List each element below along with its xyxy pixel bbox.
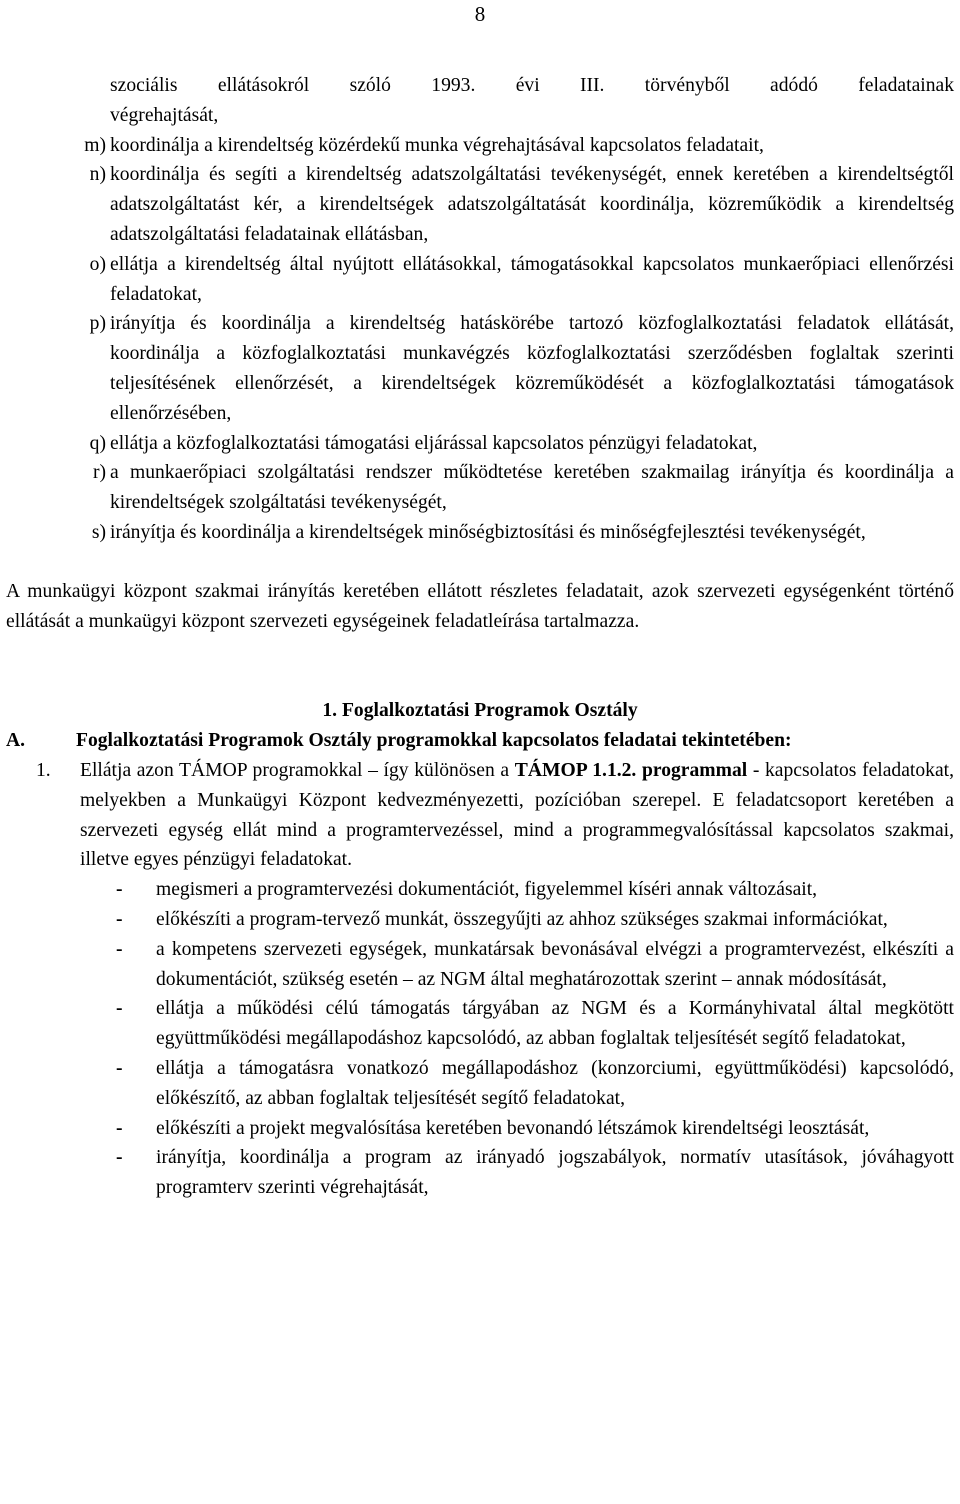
summary-paragraph: A munkaügyi központ szakmai irányítás keretében ellátott részletes feladatait, azok szervezeti egységenként történő ellátását a munkaügyi központ szervezeti egységeinek feladatleírása tartalmazza. bbox=[6, 580, 954, 632]
lettered-list bbox=[6, 131, 954, 548]
document-body bbox=[6, 71, 954, 1203]
dash-list-item bbox=[116, 1114, 954, 1144]
dash-marker: - bbox=[116, 998, 123, 1020]
lead-line-2: végrehajtását, bbox=[110, 104, 219, 126]
item-text: a munkaerőpiaci szolgáltatási rendszer működtetése keretében szakmailag irányítja és koordinálja a kirendeltségek szolgáltatási tevékenységét, bbox=[110, 462, 954, 514]
dash-item-text: ellátja a támogatásra vonatkozó megállapodáshoz (konzorciumi, együttműködési) kapcsolódó, előkészítő, az abban foglaltak teljesítését segítő feladatokat, bbox=[156, 1057, 954, 1109]
list-item bbox=[6, 250, 954, 310]
dash-item-text: a kompetens szervezeti egységek, munkatársak bevonásával elvégzi a programtervezést, elkészíti a dokumentációt, szükség esetén – az NGM által meghatározottak szerint – annak módosítását, bbox=[156, 938, 954, 990]
item-text: irányítja és koordinálja a kirendeltség hatáskörébe tartozó közfoglalkoztatási feladatok ellátását, koordinálja a közfoglalkoztatási munkavégzés közfoglalkoztatási szerződésben foglaltak szerinti teljesítésének ellenőrzését, a kirendeltségek közreműködését a közfoglalkoztatási támogatások ellenőrzésében, bbox=[110, 313, 954, 424]
list-item bbox=[6, 429, 954, 459]
dash-marker: - bbox=[116, 1147, 123, 1169]
dash-list-item bbox=[116, 1143, 954, 1203]
item-text: koordinálja a kirendeltség közérdekű munka végrehajtásával kapcsolatos feladatait, bbox=[110, 134, 764, 156]
item-label: n) bbox=[89, 164, 106, 186]
item-text: ellátja a közfoglalkoztatási támogatási eljárással kapcsolatos pénzügyi feladatokat, bbox=[110, 432, 758, 454]
page-number: 8 bbox=[474, 2, 486, 26]
dash-list-item bbox=[116, 935, 954, 995]
list-item bbox=[6, 518, 954, 548]
numbered-item-post: - kapcsolatos feladatokat, melyekben a Munkaügyi Központ kedvezményezetti, pozícióban szerepel. E feladatcsoport keretében a szervezeti egység ellát mind a programtervezéssel, mind a programmegvalósítással kapcsolatos szakmai, illetve egyes pénzügyi feladatokat. bbox=[80, 759, 955, 871]
lead-paragraph bbox=[6, 71, 954, 131]
list-item bbox=[6, 160, 954, 249]
dash-item-text: előkészíti a projekt megvalósítása keretében bevonandó létszámok kirendeltségi leosztását, bbox=[156, 1117, 870, 1139]
subsection-heading bbox=[6, 726, 954, 756]
item-label: o) bbox=[89, 253, 106, 275]
numbered-item-bold: TÁMOP 1.1.2. programmal bbox=[514, 759, 748, 781]
list-item bbox=[6, 131, 954, 161]
dash-marker: - bbox=[116, 1117, 123, 1139]
list-item bbox=[6, 309, 954, 428]
dash-marker: - bbox=[116, 879, 123, 901]
dash-marker: - bbox=[116, 1057, 123, 1079]
item-text: ellátja a kirendeltség által nyújtott ellátásokkal, támogatásokkal kapcsolatos munkaerőpiaci ellenőrzési feladatokat, bbox=[110, 253, 954, 305]
section-heading: 1. Foglalkoztatási Programok Osztály bbox=[322, 700, 638, 722]
dash-item-text: megismeri a programtervezési dokumentációt, figyelemmel kíséri annak változásait, bbox=[156, 879, 818, 901]
dash-item-text: előkészíti a program-tervező munkát, összegyűjti az ahhoz szükséges szakmai információkat, bbox=[156, 908, 888, 930]
dash-list-item bbox=[116, 905, 954, 935]
item-label: r) bbox=[92, 462, 106, 484]
item-label: m) bbox=[84, 134, 106, 156]
lead-line-1: szociális ellátásokról szóló 1993. évi III. törvényből adódó feladatainak bbox=[110, 75, 954, 96]
dash-list bbox=[6, 875, 954, 1203]
subsection-title: Foglalkoztatási Programok Osztály programokkal kapcsolatos feladatai tekintetében: bbox=[76, 730, 792, 752]
dash-list-item bbox=[116, 875, 954, 905]
subsection-label: A. bbox=[6, 730, 26, 752]
dash-item-text: ellátja a működési célú támogatás tárgyában az NGM és a Kormányhivatal által megkötött együttműködési megállapodáshoz kapcsolódó, az abban foglaltak teljesítését segítő feladatokat, bbox=[156, 998, 954, 1050]
numbered-item-pre: Ellátja azon TÁMOP programokkal – így különösen a bbox=[80, 759, 515, 781]
dash-item-text: irányítja, koordinálja a program az irányadó jogszabályok, normatív utasítások, jóváhagyott programterv szerinti végrehajtását, bbox=[156, 1147, 954, 1199]
item-text: koordinálja és segíti a kirendeltség adatszolgáltatási tevékenységét, ennek keretében a kirendeltségtől adatszolgáltatást kér, a kirendeltségek adatszolgáltatását koordinálja, közreműködik a kirendeltség adatszolgáltatási feladatainak ellátásban, bbox=[110, 164, 954, 245]
item-label: s) bbox=[91, 521, 106, 543]
list-item bbox=[6, 458, 954, 518]
item-label: p) bbox=[89, 313, 106, 335]
dash-marker: - bbox=[116, 908, 123, 930]
numbered-item-text bbox=[80, 756, 954, 875]
item-text: irányítja és koordinálja a kirendeltségek minőségbiztosítási és minőségfejlesztési tevékenységét, bbox=[110, 521, 866, 543]
dash-list-item bbox=[116, 994, 954, 1054]
numbered-item-number: 1. bbox=[36, 759, 51, 781]
dash-list-item bbox=[116, 1054, 954, 1114]
item-label: q) bbox=[89, 432, 106, 454]
dash-marker: - bbox=[116, 938, 123, 960]
numbered-item bbox=[36, 756, 954, 875]
